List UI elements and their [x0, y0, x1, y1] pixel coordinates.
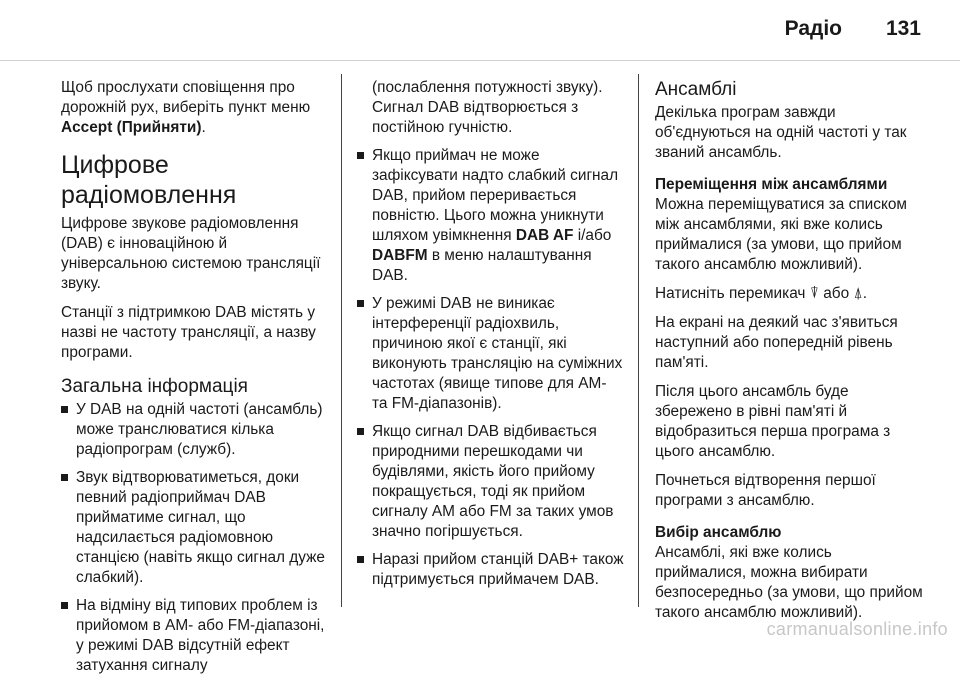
list-item: У DAB на одній частоті (ансамбль) може транслюватися кілька радіопрограм (служб).: [61, 400, 329, 460]
intro-end: .: [201, 119, 206, 136]
column-divider-1: [341, 74, 342, 607]
dab-heading: Цифрове радіомовлення: [61, 151, 237, 209]
accept-menu-item: Accept (Прийняти): [61, 119, 202, 136]
column-2: [357, 78, 625, 598]
general-info-heading: Загальна інформація: [61, 376, 248, 397]
ensembles-paragraph: Декілька програм завжди об'єднуються на одній частоті у так званий ансамбль.: [655, 104, 907, 161]
list-item: На відміну від типових проблем із прийомом в AM- або FM-діапазоні, у режимі DAB відсутній ефект затухання сигналу: [61, 596, 329, 676]
column-1: [61, 78, 329, 684]
press-end: .: [862, 285, 867, 302]
page-header: [0, 0, 960, 62]
select-ensemble-paragraph: Ансамблі, які вже колись приймалися, можна вибирати безпосередньо (за умови, що прийом такого ансамблю можливий).: [655, 544, 923, 621]
watermark: carmanualsonline.info: [766, 619, 948, 639]
dab-paragraph-1: Цифрове звукове радіомовлення (DAB) є інноваційною й універсальною системою трансляції звуку.: [61, 215, 321, 292]
select-ensemble-heading: Вибір ансамблю: [655, 524, 782, 541]
press-or: або: [818, 285, 854, 302]
after-paragraph: Після цього ансамбль буде збережено в рівні пам'яті й відобразиться перша програма з цього ансамблю.: [655, 383, 891, 460]
column-divider-2: [638, 74, 639, 607]
dab-paragraph-2: Станції з підтримкою DAB містять у назві не частоту трансляції, а назву програми.: [61, 304, 316, 361]
bullet-text: в меню налаштування DAB.: [372, 247, 592, 284]
list-item: [357, 146, 625, 286]
list-item: Звук відтворюватиметься, доки певний радіоприймач DAB прийматиме сигнал, що надсилається радіомовною станцією (навіть якщо сигнал дуже слабкий).: [61, 468, 329, 588]
general-info-list: [61, 400, 329, 676]
moving-paragraph: Можна переміщуватися за списком між ансамблями, які вже колись приймалися (за умови, що прийом такого ансамблю можливий).: [655, 196, 907, 273]
bullet-text: і/або: [573, 227, 612, 244]
page-number: 131: [885, 17, 921, 40]
continuation-paragraph: (послаблення потужності звуку). Сигнал DAB відтворюється з постійною гучністю.: [372, 79, 603, 136]
switch-up-icon: ⍋: [853, 285, 863, 302]
intro-text: Щоб прослухати сповіщення про дорожній рух, виберіть пункт меню: [61, 79, 311, 116]
playback-paragraph: Почнеться відтворення першої програми з ансамблю.: [655, 472, 876, 509]
header-divider: [0, 60, 960, 61]
dab-notes-list: [357, 146, 625, 590]
press-paragraph: [655, 284, 923, 304]
press-text: Натисніть перемикач: [655, 285, 810, 302]
dabfm-option: DABFM: [372, 247, 428, 264]
section-title: Радіо: [784, 17, 842, 40]
switch-down-icon: ⍒: [809, 285, 819, 302]
list-item: Наразі прийом станцій DAB+ також підтримується приймачем DAB.: [357, 550, 625, 590]
bullet-text: Якщо приймач не може зафіксувати надто слабкий сигнал DAB, прийом переривається повністю. Цього можна уникнути шляхом увімкнення: [372, 147, 619, 244]
screen-paragraph: На екрані на деякий час з'явиться наступний або попередній рівень пам'яті.: [655, 314, 898, 371]
list-item: Якщо сигнал DAB відбивається природними перешкодами чи будівлями, якість його прийому покращується, тоді як прийом сигналу AM або FM за таких умов значно погіршується.: [357, 422, 625, 542]
column-3: [655, 78, 923, 632]
list-item: У режимі DAB не виникає інтерференції радіохвиль, причиною якої є станції, які виконують трансляцію на суміжних частотах (явище типове для AM- та FM-діапазонів).: [357, 294, 625, 414]
intro-paragraph: [61, 78, 329, 138]
dab-af-option: DAB AF: [515, 227, 574, 244]
moving-heading: Переміщення між ансамблями: [655, 176, 888, 193]
ensembles-heading: Ансамблі: [655, 79, 737, 100]
